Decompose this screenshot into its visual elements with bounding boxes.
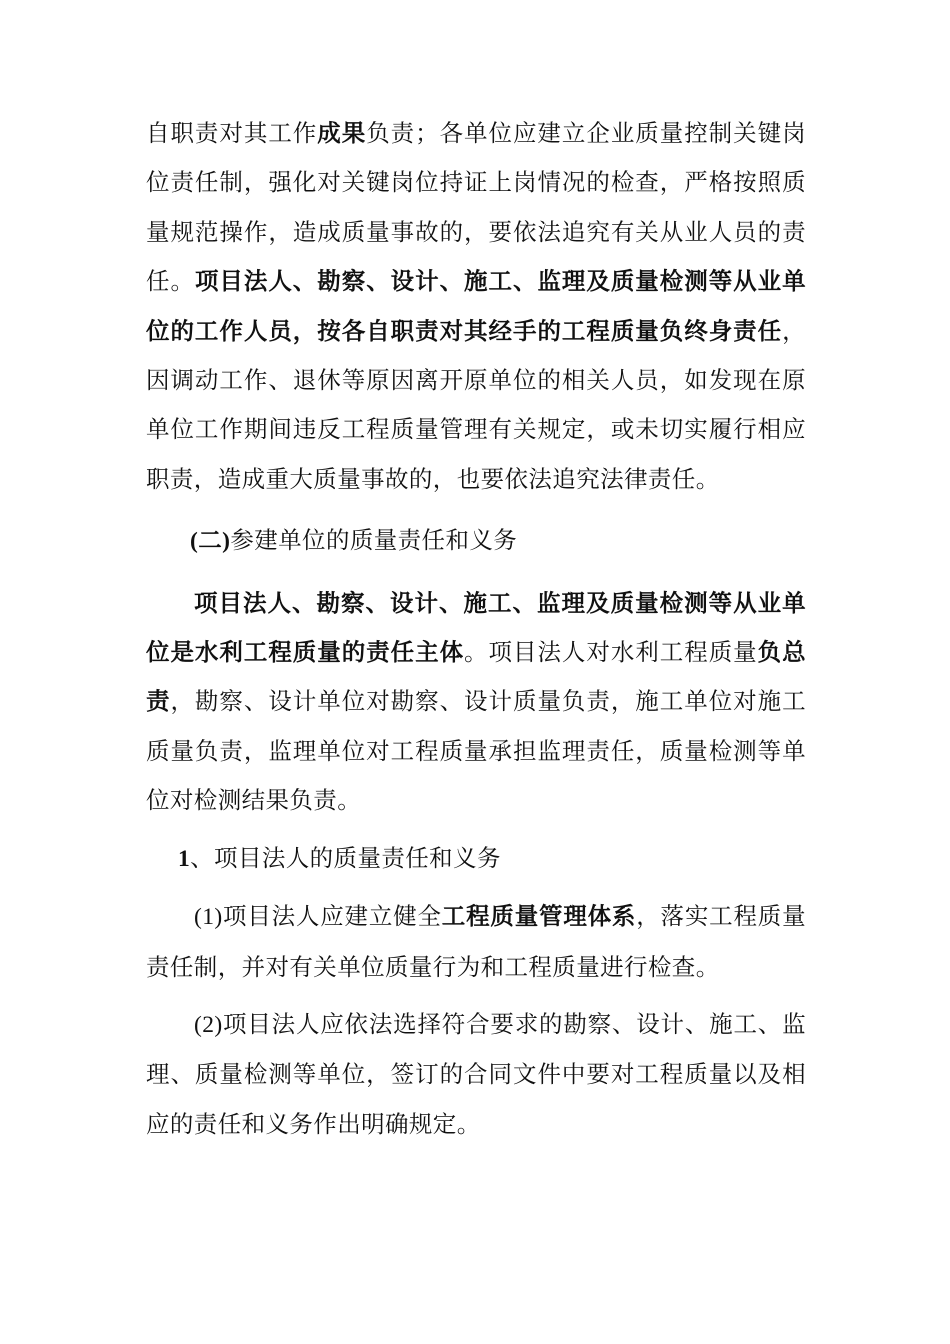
section-number: (二) (190, 528, 231, 555)
text-run: 负责；各单位应建立企业质量控制关键岗位责任制，强化对关键岗位持证上岗情况的检查，严格按照质量规范操作，造成质量事故的，要依法追究有关从业人员的责任。 (146, 119, 806, 296)
subheading-title: 、项目法人的质量责任和义务 (190, 843, 501, 872)
subheading-project-legal-person (146, 834, 806, 884)
bold-text-run: 工程质量管理体系 (441, 902, 637, 931)
document-page (146, 109, 806, 1149)
paragraph-responsible-entities (146, 579, 806, 826)
list-item-1 (146, 892, 806, 992)
text-run: 自职责对其工作 (146, 119, 318, 147)
text-run: 。项目法人对水利工程质量 (464, 638, 758, 667)
list-item-2 (146, 1000, 806, 1149)
paragraph-responsibility-system (146, 109, 806, 504)
list-item-number: (1) (194, 904, 223, 931)
text-run: ，因调动工作、退休等原因离开原单位的相关人员，如发现在原单位工作期间违反工程质量管理有关规定，或未切实履行相应职责，造成重大质量事故的，也要依法追究法律责任。 (146, 316, 806, 493)
bold-text-run: 项目法人、勘察、设计、施工、监理及质量检测等从业单位的工作人员，按各自职责对其经手的工程质量负终身责任 (146, 267, 806, 345)
section-title: 参建单位的质量责任和义务 (230, 526, 518, 555)
subheading-number: 1 (178, 845, 191, 872)
list-item-number: (2) (194, 1011, 223, 1038)
section-heading-participant-responsibilities (146, 516, 806, 566)
bold-text-run: 成果 (317, 119, 367, 147)
text-run: 项目法人应建立健全 (222, 902, 442, 931)
text-run: ，勘察、设计单位对勘察、设计质量负责，施工单位对施工质量负责，监理单位对工程质量承担监理责任，质量检测等单位对检测结果负责。 (146, 687, 806, 815)
bold-text-run: 负总责 (146, 638, 806, 716)
bold-text-run: 项目法人、勘察、设计、施工、监理及质量检测等从业单位是水利工程质量的责任主体 (146, 588, 806, 667)
text-run: ，落实工程质量责任制，并对有关单位质量行为和工程质量进行检查。 (146, 902, 806, 981)
text-run: 项目法人应依法选择符合要求的勘察、设计、施工、监理、质量检测等单位，签订的合同文件中要对工程质量以及相应的责任和义务作出明确规定。 (146, 1009, 806, 1138)
